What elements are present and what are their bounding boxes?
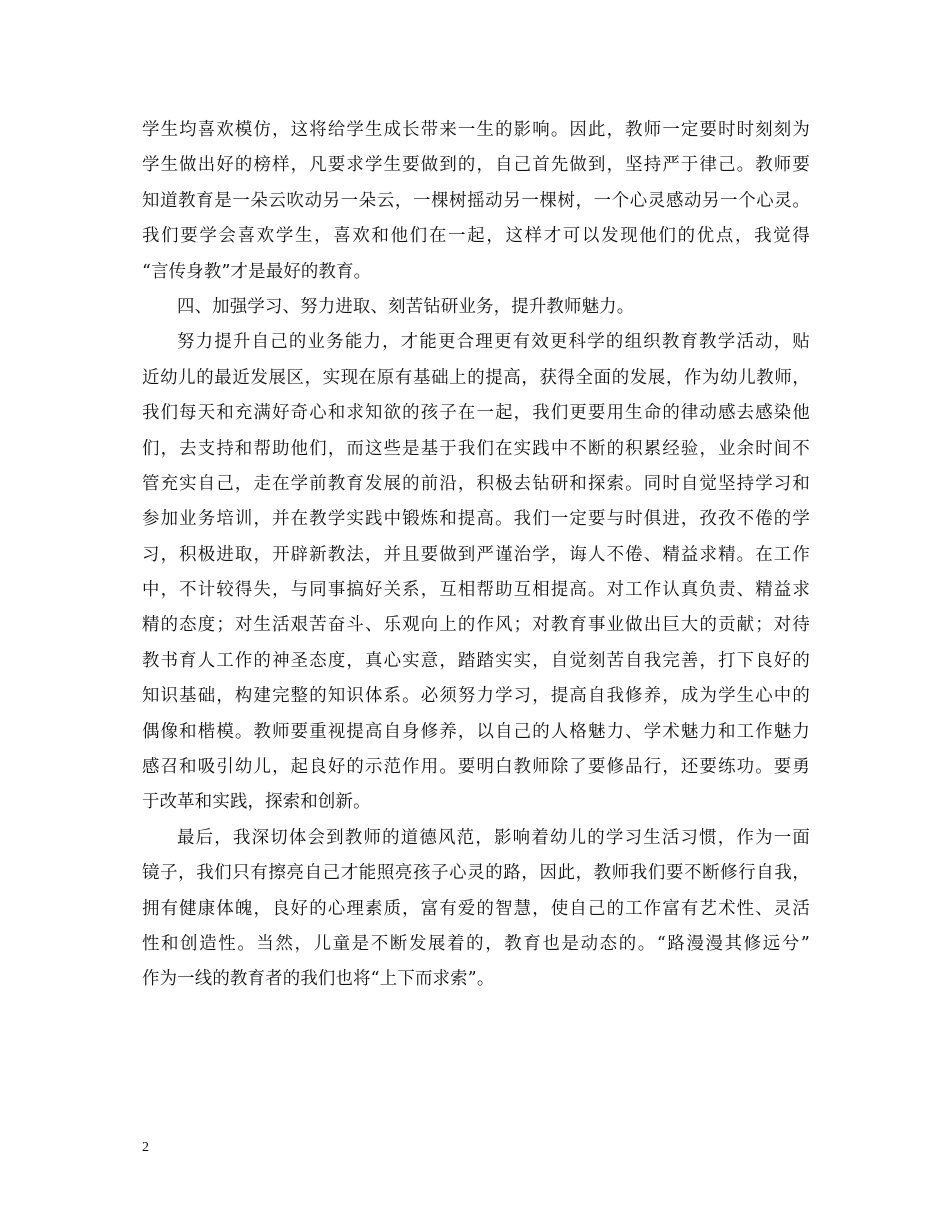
text-line: 们，去支持和帮助他们，而这些是基于我们在实践中不断的积累经验，业余时间不 bbox=[142, 438, 810, 459]
paragraph-2-heading bbox=[142, 290, 810, 325]
text-line: 知道教育是一朵云吹动另一朵云，一棵树摇动另一棵树，一个心灵感动另一个心灵。 bbox=[142, 190, 810, 211]
text-line: 近幼儿的最近发展区，实现在原有基础上的提高，获得全面的发展，作为幼儿教师， bbox=[142, 367, 810, 388]
text-line: 教书育人工作的神圣态度，真心实意，踏踏实实，自觉刻苦自我完善，打下良好的 bbox=[142, 650, 810, 671]
text-line: 努力提升自己的业务能力，才能更合理更有效更科学的组织教育教学活动，贴 bbox=[177, 332, 810, 353]
text-line: 习，积极进取，开辟新教法，并且要做到严谨治学，诲人不倦、精益求精。在工作 bbox=[142, 544, 810, 565]
text-line: 我们每天和充满好奇心和求知欲的孩子在一起，我们更要用生命的律动感去感染他 bbox=[142, 403, 810, 424]
text-line: 管充实自己，走在学前教育发展的前沿，积极去钻研和探索。同时自觉坚持学习和 bbox=[142, 473, 810, 494]
text-line: 精的态度；对生活艰苦奋斗、乐观向上的作风；对教育事业做出巨大的贡献；对待 bbox=[142, 615, 810, 636]
document-body bbox=[142, 113, 810, 998]
text-line: 学生做出好的榜样，凡要求学生要做到的，自己首先做到，坚持严于律己。教师要 bbox=[142, 155, 810, 176]
text-line: 我们要学会喜欢学生，喜欢和他们在一起，这样才可以发现他们的优点，我觉得 bbox=[142, 226, 810, 247]
paragraph-3 bbox=[142, 325, 810, 820]
text-line: 学生均喜欢模仿，这将给学生成长带来一生的影响。因此，教师一定要时时刻刻为 bbox=[142, 120, 810, 140]
text-line: 感召和吸引幼儿，起良好的示范作用。要明白教师除了要修品行，还要练功。要勇 bbox=[142, 757, 810, 778]
text-line: 中，不计较得失，与同事搞好关系，互相帮助互相提高。对工作认真负责、精益求 bbox=[142, 580, 810, 601]
paragraph-1 bbox=[142, 113, 810, 290]
text-line: 最后，我深切体会到教师的道德风范，影响着幼儿的学习生活习惯，作为一面 bbox=[177, 827, 810, 848]
section-heading: 四、加强学习、努力进取、刻苦钻研业务，提升教师魅力。 bbox=[177, 296, 635, 317]
text-line: “言传身教”才是最好的教育。 bbox=[142, 261, 372, 282]
text-line: 知识基础，构建完整的知识体系。必须努力学习，提高自我修养，成为学生心中的 bbox=[142, 686, 810, 707]
text-line: 参加业务培训，并在教学实践中锻炼和提高。我们一定要与时俱进，孜孜不倦的学 bbox=[142, 509, 810, 530]
paragraph-4 bbox=[142, 821, 810, 998]
text-line: 性和创造性。当然，儿童是不断发展着的，教育也是动态的。“路漫漫其修远兮” bbox=[142, 933, 810, 954]
text-line: 偶像和楷模。教师要重视提高自身修养，以自己的人格魅力、学术魅力和工作魅力 bbox=[142, 721, 810, 742]
text-line: 于改革和实践，探索和创新。 bbox=[142, 792, 371, 813]
text-line: 拥有健康体魄，良好的心理素质，富有爱的智慧，使自己的工作富有艺术性、灵活 bbox=[142, 898, 810, 919]
page-number: 2 bbox=[142, 1140, 149, 1155]
text-line: 作为一线的教育者的我们也将“上下而求索”。 bbox=[142, 969, 495, 990]
text-line: 镜子，我们只有擦亮自己才能照亮孩子心灵的路，因此，教师我们要不断修行自我， bbox=[142, 863, 810, 884]
